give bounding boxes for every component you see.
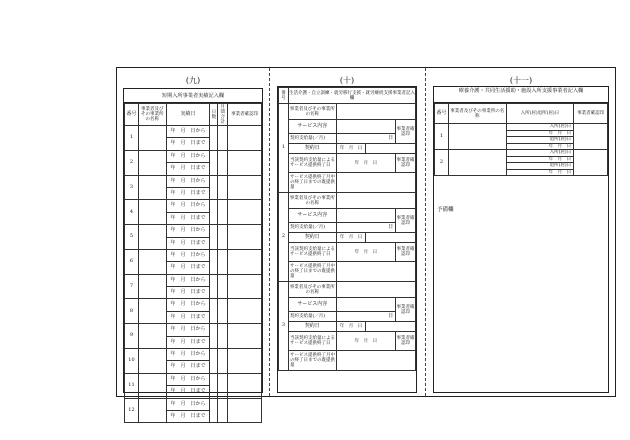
form-sheet — [116, 67, 616, 419]
monthtotal-cell[interactable] — [218, 349, 228, 374]
seal-cell[interactable] — [574, 150, 608, 176]
table-row — [125, 150, 262, 162]
seal-cell[interactable] — [228, 175, 262, 200]
panel11-box — [433, 86, 609, 393]
in-date-cell: 年 月 日 — [506, 130, 574, 137]
monthtotal-cell[interactable] — [218, 150, 228, 175]
panel10-caption: 生活介護・自立訓練・就労移行支援・就労継続支援事業者記入欄 — [288, 88, 415, 104]
provider-cell[interactable] — [138, 274, 166, 299]
row-number: 3 — [125, 175, 139, 200]
date-from: 年 月 日から — [166, 299, 210, 311]
table-row — [125, 299, 262, 311]
table-row — [279, 298, 416, 312]
seal-cell[interactable] — [228, 274, 262, 299]
contract-date-value: 年 月 日 — [336, 144, 366, 154]
row-number: 8 — [125, 299, 139, 324]
row-number: 7 — [125, 274, 139, 299]
header-days: 実績日 — [166, 104, 210, 126]
panel9-box — [123, 88, 263, 419]
seal-label: 事業者確認印 — [396, 243, 416, 262]
seal-label: 事業者確認印 — [396, 154, 416, 173]
monthly-label: 契約支給量(／月) — [288, 134, 336, 144]
table-row — [279, 104, 416, 120]
row-number: 5 — [125, 225, 139, 250]
seal-cell[interactable] — [228, 324, 262, 349]
table-row — [125, 200, 262, 212]
out-cell: 退所(居)日 — [506, 163, 574, 170]
provider-cell[interactable] — [448, 124, 506, 150]
panel9-table — [124, 103, 262, 423]
row-number: 2 — [125, 150, 139, 175]
in-cell: 入所(居)日 — [506, 124, 574, 131]
row-number: 2 — [279, 193, 289, 282]
table-row — [279, 144, 416, 154]
monthtotal-cell[interactable] — [218, 324, 228, 349]
seal-cell[interactable] — [228, 200, 262, 225]
contract-date-label: 契約日 — [288, 233, 336, 243]
table-row — [279, 120, 416, 134]
daycount-cell[interactable] — [210, 299, 218, 324]
header-seal: 事業者確認印 — [228, 104, 262, 126]
monthly-unit: 日 — [336, 312, 396, 322]
table-row — [279, 154, 416, 173]
daycount-cell[interactable] — [210, 274, 218, 299]
provider-label: 事業者及びその事業所の名称 — [288, 193, 336, 209]
end-date-value: 年 月 日 — [336, 243, 396, 262]
daycount-cell[interactable] — [210, 126, 218, 151]
table-row — [125, 373, 262, 385]
contract-blank[interactable] — [366, 144, 416, 154]
provider-cell[interactable] — [336, 282, 415, 298]
row-number: 4 — [125, 200, 139, 225]
daycount-cell[interactable] — [210, 373, 218, 398]
seal-cell[interactable] — [228, 225, 262, 250]
date-to: 年 月 日まで — [166, 336, 210, 348]
daycount-cell[interactable] — [210, 349, 218, 374]
out-date-cell: 年 月 日 — [506, 169, 574, 176]
date-from: 年 月 日から — [166, 324, 210, 336]
monthtotal-cell[interactable] — [218, 126, 228, 151]
panel10-title: (十) — [339, 76, 355, 85]
table-row — [279, 233, 416, 243]
monthtotal-cell[interactable] — [218, 398, 228, 423]
end-date-value: 年 月 日 — [336, 154, 396, 173]
panel10-table — [278, 87, 416, 371]
provider-cell[interactable] — [138, 175, 166, 200]
monthtotal-cell[interactable] — [218, 249, 228, 274]
table-row — [125, 225, 262, 237]
provider-cell[interactable] — [336, 104, 415, 120]
remaining-cell[interactable] — [336, 351, 415, 371]
header-provider: 事業者及びその事業所の名称 — [448, 104, 506, 124]
row-number: 1 — [125, 126, 139, 151]
daycount-cell[interactable] — [210, 175, 218, 200]
monthtotal-cell[interactable] — [218, 373, 228, 398]
date-to: 年 月 日まで — [166, 138, 210, 150]
service-label: サービス内容 — [288, 298, 336, 312]
remaining-cell[interactable] — [336, 262, 415, 282]
monthtotal-cell[interactable] — [218, 200, 228, 225]
provider-cell[interactable] — [138, 249, 166, 274]
provider-cell[interactable] — [138, 150, 166, 175]
seal-label: 事業者確認印 — [396, 120, 416, 144]
remaining-label: サービス提供終了月中の終了日までの既提供量 — [288, 262, 336, 282]
row-number: 6 — [125, 249, 139, 274]
seal-cell[interactable] — [228, 373, 262, 398]
fold-line-right — [425, 68, 426, 396]
contract-date-label: 契約日 — [288, 322, 336, 332]
end-date-label: 当該契約支給量によるサービス提供終了日 — [288, 243, 336, 262]
date-to: 年 月 日まで — [166, 163, 210, 175]
reserve-field-label: 予備欄 — [437, 207, 454, 213]
remaining-label: サービス提供終了月中の終了日までの既提供量 — [288, 173, 336, 193]
date-from: 年 月 日から — [166, 225, 210, 237]
end-date-value: 年 月 日 — [336, 332, 396, 351]
row-number: 12 — [125, 398, 139, 423]
date-from: 年 月 日から — [166, 150, 210, 162]
monthly-unit: 日 — [336, 223, 396, 233]
provider-label: 事業者及びその事業所の名称 — [288, 104, 336, 120]
header-seal: 事業者確認印 — [574, 104, 608, 124]
table-row — [125, 324, 262, 336]
monthtotal-cell[interactable] — [218, 274, 228, 299]
date-from: 年 月 日から — [166, 126, 210, 138]
header-provider: 事業者及びその事業所の名称 — [138, 104, 166, 126]
row-number: 3 — [279, 282, 289, 371]
provider-cell[interactable] — [138, 373, 166, 398]
table-row — [125, 249, 262, 261]
row-number: 2 — [435, 150, 449, 176]
seal-cell[interactable] — [228, 126, 262, 151]
end-date-label: 当該契約支給量によるサービス提供終了日 — [288, 154, 336, 173]
out-date-cell: 年 月 日 — [506, 143, 574, 150]
provider-cell[interactable] — [138, 126, 166, 151]
table-row — [279, 351, 416, 371]
row-number: 11 — [125, 373, 139, 398]
service-cell[interactable] — [336, 120, 396, 134]
monthtotal-cell[interactable] — [218, 175, 228, 200]
date-to: 年 月 日まで — [166, 187, 210, 199]
table-row — [279, 262, 416, 282]
panel11-title: (十一) — [509, 76, 533, 85]
date-to: 年 月 日まで — [166, 361, 210, 373]
seal-label: 事業者確認印 — [396, 298, 416, 322]
daycount-cell[interactable] — [210, 249, 218, 274]
daycount-cell[interactable] — [210, 225, 218, 250]
monthtotal-cell[interactable] — [218, 299, 228, 324]
seal-cell[interactable] — [228, 150, 262, 175]
table-row — [279, 282, 416, 298]
table-row — [125, 398, 262, 410]
contract-blank[interactable] — [366, 233, 416, 243]
monthtotal-cell[interactable] — [218, 225, 228, 250]
header-no: 番号 — [279, 88, 289, 104]
header-no: 番号 — [125, 104, 139, 126]
date-from: 年 月 日から — [166, 200, 210, 212]
daycount-cell[interactable] — [210, 150, 218, 175]
table-row — [279, 223, 416, 233]
row-number: 1 — [279, 104, 289, 193]
date-to: 年 月 日まで — [166, 237, 210, 249]
daycount-cell[interactable] — [210, 324, 218, 349]
row-number: 10 — [125, 349, 139, 374]
table-row — [279, 243, 416, 262]
fold-line-left — [269, 68, 270, 396]
seal-label: 事業者確認印 — [396, 209, 416, 233]
in-date-cell: 年 月 日 — [506, 156, 574, 163]
monthly-label: 契約支給量(／月) — [288, 312, 336, 322]
remaining-cell[interactable] — [336, 173, 415, 193]
end-date-label: 当該契約支給量によるサービス提供終了日 — [288, 332, 336, 351]
date-from: 年 月 日から — [166, 175, 210, 187]
table-row — [279, 322, 416, 332]
date-from: 年 月 日から — [166, 373, 210, 385]
header-daycount: 日数 — [210, 104, 218, 126]
panel9-caption: 短期入所事業者実績記入欄 — [124, 89, 262, 103]
table-row — [279, 173, 416, 193]
provider-cell[interactable] — [448, 150, 506, 176]
table-row — [279, 134, 416, 144]
date-from: 年 月 日から — [166, 398, 210, 410]
table-row — [125, 126, 262, 138]
header-no: 番号 — [435, 104, 449, 124]
seal-cell[interactable] — [228, 249, 262, 274]
service-label: サービス内容 — [288, 120, 336, 134]
header-period: 入所(居)退所(居)日 — [506, 104, 574, 124]
provider-cell[interactable] — [138, 324, 166, 349]
date-to: 年 月 日まで — [166, 287, 210, 299]
date-from: 年 月 日から — [166, 249, 210, 261]
service-cell[interactable] — [336, 209, 396, 223]
out-cell: 退所(居)日 — [506, 137, 574, 144]
seal-cell[interactable] — [228, 398, 262, 423]
row-number: 1 — [435, 124, 449, 150]
service-label: サービス内容 — [288, 209, 336, 223]
in-cell: 入所(居)日 — [506, 150, 574, 157]
remaining-label: サービス提供終了月中の終了日までの既提供量 — [288, 351, 336, 371]
header-monthtotal: 月間合計 — [218, 104, 228, 126]
provider-label: 事業者及びその事業所の名称 — [288, 282, 336, 298]
table-row — [279, 312, 416, 322]
panel11-caption: 療養介護・共同生活援助・施設入所支援事業者記入欄 — [434, 87, 608, 103]
row-number: 9 — [125, 324, 139, 349]
provider-cell[interactable] — [336, 193, 415, 209]
daycount-cell[interactable] — [210, 200, 218, 225]
provider-cell[interactable] — [138, 398, 166, 423]
table-row — [125, 175, 262, 187]
contract-blank[interactable] — [366, 322, 416, 332]
table-row — [279, 193, 416, 209]
contract-date-value: 年 月 日 — [336, 322, 366, 332]
date-from: 年 月 日から — [166, 349, 210, 361]
table-row — [279, 332, 416, 351]
date-to: 年 月 日まで — [166, 212, 210, 224]
date-to: 年 月 日まで — [166, 262, 210, 274]
monthly-unit: 日 — [336, 134, 396, 144]
daycount-cell[interactable] — [210, 398, 218, 423]
table-row — [279, 209, 416, 223]
seal-cell[interactable] — [228, 349, 262, 374]
contract-date-label: 契約日 — [288, 144, 336, 154]
date-from: 年 月 日から — [166, 274, 210, 286]
date-to: 年 月 日まで — [166, 410, 210, 422]
provider-cell[interactable] — [138, 349, 166, 374]
panel11-table — [434, 103, 608, 176]
monthly-label: 契約支給量(／月) — [288, 223, 336, 233]
panel9-title: (九) — [185, 76, 201, 85]
table-row — [125, 349, 262, 361]
provider-cell[interactable] — [138, 225, 166, 250]
provider-cell[interactable] — [138, 200, 166, 225]
provider-cell[interactable] — [138, 299, 166, 324]
panel10-box — [277, 86, 417, 393]
seal-cell[interactable] — [228, 299, 262, 324]
date-to: 年 月 日まで — [166, 386, 210, 398]
date-to: 年 月 日まで — [166, 311, 210, 323]
seal-label: 事業者確認印 — [396, 332, 416, 351]
seal-cell[interactable] — [574, 124, 608, 150]
contract-date-value: 年 月 日 — [336, 233, 366, 243]
service-cell[interactable] — [336, 298, 396, 312]
table-row — [125, 274, 262, 286]
